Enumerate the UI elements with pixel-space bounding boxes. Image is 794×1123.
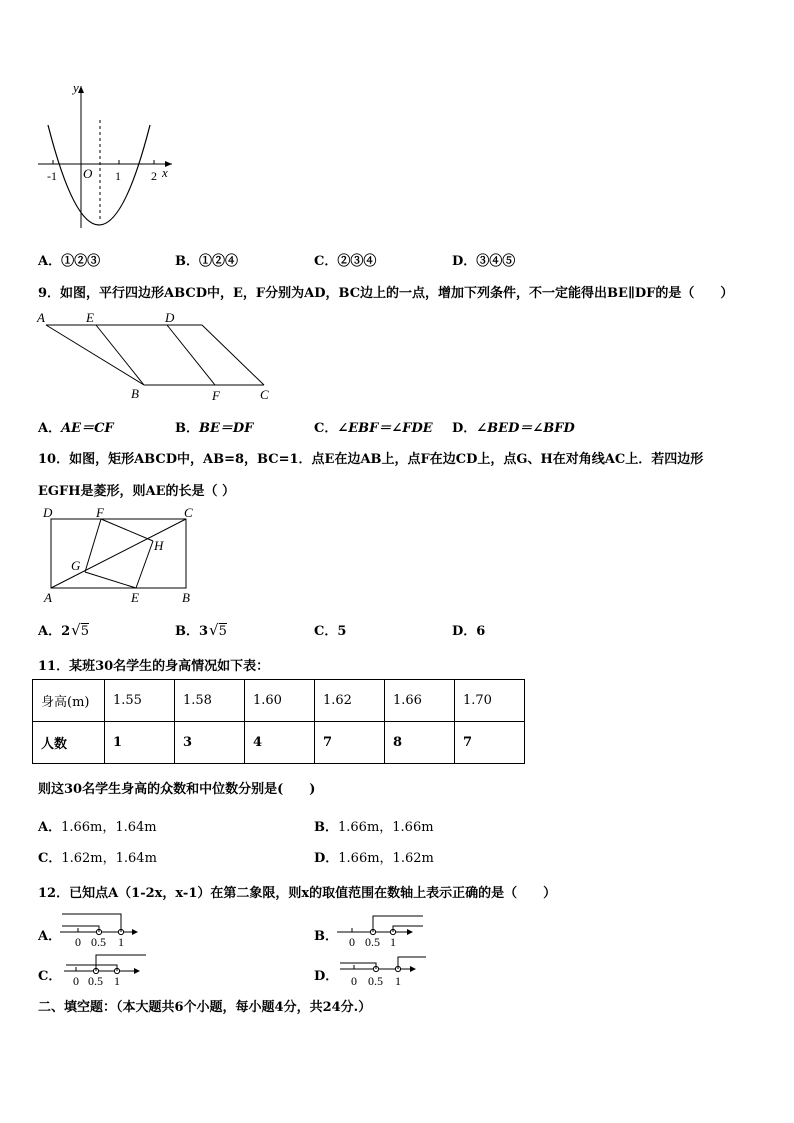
- table-cell: 身高(m): [33, 680, 105, 722]
- q10-label-d: D: [43, 505, 53, 520]
- q11-option-c: C．1.62m，1.64m: [38, 851, 157, 866]
- q8-option-c: C．②③④: [314, 254, 377, 269]
- q8-option-a: A．①②③: [38, 254, 101, 269]
- table-cell: 7: [455, 722, 525, 764]
- q9-label-c: C: [260, 387, 269, 402]
- q8-parabola-figure: [34, 80, 179, 230]
- table-row: [33, 722, 525, 764]
- q10-option-a: A．2√5: [38, 621, 89, 639]
- table-cell: 1.66: [385, 680, 455, 722]
- svg-text:0: 0: [75, 935, 81, 948]
- q10-option-b: B．3√5: [175, 621, 227, 639]
- q11-option-b: B．1.66m，1.66m: [314, 820, 434, 835]
- q10-option-d: D．6: [452, 624, 486, 639]
- q9-option-a: A．AE＝CF: [38, 421, 114, 436]
- svg-text:0: 0: [349, 935, 355, 949]
- svg-text:0.5: 0.5: [365, 935, 380, 949]
- table-cell: 3: [175, 722, 245, 764]
- q8-tick-1: 1: [115, 169, 121, 183]
- q9-stem: 9．如图，平行四边形ABCD中，E，F分别为AD，BC边上的一点，增加下列条件，不一定能得出BE∥DF的是（ ）: [38, 286, 734, 301]
- q11-stem: 11．某班30名学生的身高情况如下表：: [38, 659, 270, 674]
- svg-text:0.5: 0.5: [91, 935, 106, 948]
- q10-stem-line1: 10．如图，矩形ABCD中，AB=8，BC=1．点E在边AB上，点F在边CD上，点G、H在对角线AC上．若四边形: [38, 452, 704, 467]
- table-cell: 1.60: [245, 680, 315, 722]
- q10-label-e: E: [131, 590, 139, 605]
- q12-option-b-numberline: [333, 912, 428, 952]
- q9-label-d: D: [165, 310, 175, 325]
- q8-option-d: D．③④⑤: [452, 254, 516, 269]
- table-cell: 1.62: [315, 680, 385, 722]
- table-cell: 1: [105, 722, 175, 764]
- q8-origin-label: O: [83, 166, 93, 181]
- q9-option-b: B．BE＝DF: [175, 421, 254, 436]
- q10-stem-line2: EGFH是菱形，则AE的长是（ ）: [38, 484, 236, 499]
- q12-option-d-key: D．: [314, 969, 339, 984]
- svg-text:1: 1: [118, 935, 124, 948]
- section-2-heading: 二、填空题：（本大题共6个小题，每小题4分，共24分.）: [38, 1000, 372, 1015]
- q10-label-a: A: [44, 590, 52, 605]
- q12-option-b-key: B．: [314, 929, 338, 944]
- q10-label-g: G: [71, 558, 81, 573]
- q10-rectangle-figure: [34, 503, 204, 609]
- svg-text:0.5: 0.5: [88, 974, 103, 988]
- q12-option-a-key: A．: [38, 929, 62, 944]
- q8-tick-2: 2: [151, 169, 157, 183]
- table-cell: 人数: [33, 722, 105, 764]
- table-row: [33, 680, 525, 722]
- q9-parallelogram-figure: [34, 308, 284, 404]
- svg-text:1: 1: [390, 935, 396, 949]
- table-cell: 1.58: [175, 680, 245, 722]
- q9-label-f: F: [212, 388, 220, 403]
- table-cell: 7: [315, 722, 385, 764]
- svg-text:1: 1: [114, 974, 120, 988]
- svg-text:1: 1: [395, 974, 401, 988]
- q10-label-f: F: [96, 505, 104, 520]
- table-cell: 1.55: [105, 680, 175, 722]
- svg-text:0.5: 0.5: [368, 974, 383, 988]
- q11-question: 则这30名学生身高的众数和中位数分别是( ): [38, 782, 316, 797]
- table-cell: 4: [245, 722, 315, 764]
- q9-option-d: D．∠BED＝∠BFD: [452, 421, 575, 436]
- q8-tick-neg1: -1: [47, 169, 57, 183]
- q8-option-b: B．①②④: [175, 254, 239, 269]
- q12-stem: 12．已知点A（1-2x，x-1）在第二象限，则x的取值范围在数轴上表示正确的是（ ）: [38, 886, 557, 901]
- svg-text:0: 0: [351, 974, 357, 988]
- table-cell: 8: [385, 722, 455, 764]
- q11-height-table: [32, 679, 525, 764]
- q9-option-c: C．∠EBF＝∠FDE: [314, 421, 433, 436]
- table-cell: 1.70: [455, 680, 525, 722]
- svg-text:0: 0: [73, 974, 79, 988]
- q10-label-b: B: [182, 590, 190, 605]
- q12-option-c-key: C．: [38, 969, 62, 984]
- q10-label-c: C: [184, 505, 193, 520]
- q9-label-b: B: [131, 386, 139, 401]
- q8-x-label: x: [162, 165, 168, 180]
- q11-option-d: D．1.66m，1.62m: [314, 851, 434, 866]
- q11-option-a: A．1.66m，1.64m: [38, 820, 157, 835]
- q12-option-a-numberline: [58, 908, 148, 948]
- q8-y-label: y: [73, 80, 79, 95]
- q10-label-h: H: [154, 538, 164, 553]
- q9-label-e: E: [86, 310, 94, 325]
- q12-option-d-numberline: [336, 951, 431, 991]
- q10-option-c: C．5: [314, 624, 347, 639]
- q12-option-c-numberline: [62, 951, 152, 991]
- q9-label-a: A: [37, 310, 45, 325]
